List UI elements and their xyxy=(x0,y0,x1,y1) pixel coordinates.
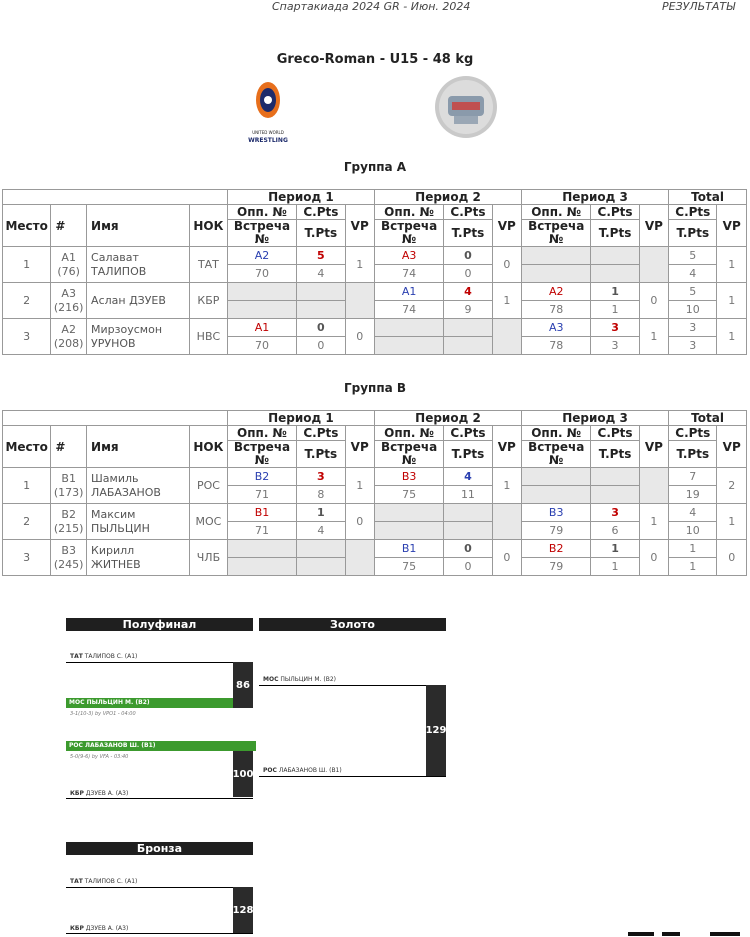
empty-cell xyxy=(522,468,591,486)
gold-top-competitor: МОС ПЫЛЬЦИН М. (B2) xyxy=(263,676,337,683)
opponent-cell: A1 xyxy=(227,319,296,337)
header-row xyxy=(3,205,747,220)
empty-cell xyxy=(444,337,492,355)
empty-cell xyxy=(345,283,374,319)
empty-cell xyxy=(227,283,296,301)
header-total: Total xyxy=(669,411,747,426)
sf1-top-competitor: ТАТ ТАЛИПОВ С. (A1) xyxy=(70,653,138,660)
opponent-cell: B3 xyxy=(374,468,443,486)
first-name: Максим xyxy=(91,507,136,521)
total-tpts-cell: 10 xyxy=(669,301,717,319)
total-vp-cell: 0 xyxy=(717,540,747,576)
sf2-result-note: 5-0(9-6) by VFA - 03:40 xyxy=(70,754,129,760)
header-tpts: T.Pts xyxy=(444,220,492,247)
footer-logo-mark xyxy=(628,932,654,936)
footer-logo-mark xyxy=(662,932,680,936)
header-total-vp: VP xyxy=(717,205,747,247)
code-cell xyxy=(51,468,87,504)
bronze-bottom-competitor: КБР ДЗУЕВ А. (A3) xyxy=(70,925,129,932)
noc-cell: КБР xyxy=(190,283,228,319)
total-vp-cell: 1 xyxy=(717,319,747,355)
bronze-bout-number: 128 xyxy=(233,887,253,933)
header-vp: VP xyxy=(492,426,521,468)
header-total-cpts: C.Pts xyxy=(669,205,717,220)
bronze-header: Бронза xyxy=(66,842,253,855)
empty-cell xyxy=(522,486,591,504)
vp-cell: 0 xyxy=(345,319,374,355)
header-place: Место xyxy=(3,205,51,247)
code: A3 xyxy=(61,286,76,300)
bout-cell: 74 xyxy=(374,265,443,283)
table-row xyxy=(3,504,747,522)
header-vp: VP xyxy=(345,426,374,468)
empty-cell xyxy=(345,540,374,576)
empty-cell xyxy=(297,540,345,558)
header-period3: Период 3 xyxy=(522,190,669,205)
code-cell xyxy=(51,504,87,540)
header-bout: Встреча № xyxy=(522,220,591,247)
vp-cell: 1 xyxy=(345,468,374,504)
name-cell xyxy=(87,319,190,355)
seed: (216) xyxy=(53,300,84,314)
gold-bottom-competitor: РОС ЛАБАЗАНОВ Ш. (B1) xyxy=(263,767,342,774)
tpts-cell: 0 xyxy=(444,265,492,283)
opponent-cell: A2 xyxy=(522,283,591,301)
name-cell xyxy=(87,540,190,576)
header-noc: НОК xyxy=(190,205,228,247)
noc-cell: МОС xyxy=(190,504,228,540)
cpts-cell: 1 xyxy=(591,540,639,558)
sf2-bout-number: 100 xyxy=(233,751,253,797)
table-row xyxy=(3,247,747,265)
cpts-cell: 4 xyxy=(444,468,492,486)
bout-cell: 71 xyxy=(227,522,296,540)
tpts-cell: 8 xyxy=(297,486,345,504)
bout-cell: 78 xyxy=(522,301,591,319)
bout-cell: 75 xyxy=(374,486,443,504)
code-cell xyxy=(51,319,87,355)
page-title: Greco-Roman - U15 - 48 kg xyxy=(276,52,474,67)
gold-bottom-line xyxy=(259,776,446,777)
vp-cell: 0 xyxy=(639,540,668,576)
cpts-cell: 3 xyxy=(591,504,639,522)
tpts-cell: 11 xyxy=(444,486,492,504)
table-row xyxy=(3,468,747,486)
seed: (245) xyxy=(53,557,84,571)
tpts-cell: 1 xyxy=(591,301,639,319)
header-name: Имя xyxy=(87,205,190,247)
code: B2 xyxy=(61,507,76,521)
header-opp: Опп. № xyxy=(522,426,591,441)
total-cpts-cell: 7 xyxy=(669,468,717,486)
seed: (208) xyxy=(53,336,84,350)
table-row xyxy=(3,283,747,301)
first-name: Мирзоусмон xyxy=(91,322,163,336)
name-cell xyxy=(87,504,190,540)
bronze-top-line xyxy=(66,887,253,888)
seed: (173) xyxy=(53,485,84,499)
sf1-bout-number: 86 xyxy=(233,662,253,708)
noc-cell: НВС xyxy=(190,319,228,355)
name-cell xyxy=(87,247,190,283)
header-tpts: T.Pts xyxy=(444,441,492,468)
event-header: Спартакиада 2024 GR - Июн. 2024 xyxy=(272,0,471,13)
header-row xyxy=(3,190,747,205)
header-total-tpts: T.Pts xyxy=(669,441,717,468)
header-opp: Опп. № xyxy=(227,205,296,220)
code: B3 xyxy=(61,543,76,557)
header-vp: VP xyxy=(639,205,668,247)
sf1-top-line xyxy=(66,662,253,663)
seed: (76) xyxy=(57,264,80,278)
bout-cell: 70 xyxy=(227,337,296,355)
header-opp: Опп. № xyxy=(522,205,591,220)
cpts-cell: 1 xyxy=(591,283,639,301)
tpts-cell: 9 xyxy=(444,301,492,319)
bronze-top-competitor: ТАТ ТАЛИПОВ С. (A1) xyxy=(70,878,138,885)
header-period2: Период 2 xyxy=(374,411,521,426)
table-row xyxy=(3,540,747,558)
tpts-cell: 3 xyxy=(591,337,639,355)
code-cell xyxy=(51,247,87,283)
total-tpts-cell: 4 xyxy=(669,265,717,283)
header-bout: Встреча № xyxy=(227,220,296,247)
place-cell: 2 xyxy=(3,504,51,540)
total-tpts-cell: 1 xyxy=(669,558,717,576)
code-cell xyxy=(51,283,87,319)
last-name: УРУНОВ xyxy=(91,336,136,350)
header-num: # xyxy=(51,426,87,468)
header-cpts: C.Pts xyxy=(444,426,492,441)
place-cell: 3 xyxy=(3,319,51,355)
vp-cell: 0 xyxy=(492,247,521,283)
header-period1: Период 1 xyxy=(227,190,374,205)
cpts-cell: 0 xyxy=(297,319,345,337)
svg-text:WRESTLING: WRESTLING xyxy=(248,137,288,144)
noc-cell: ТАТ xyxy=(190,247,228,283)
empty-cell xyxy=(374,337,443,355)
empty-cell xyxy=(522,247,591,265)
cpts-cell: 3 xyxy=(591,319,639,337)
place-cell: 3 xyxy=(3,540,51,576)
sf1-winner: МОС ПЫЛЬЦИН М. (B2) xyxy=(66,698,233,708)
sf2-winner: РОС ЛАБАЗАНОВ Ш. (B1) xyxy=(66,741,256,751)
opponent-cell: B1 xyxy=(374,540,443,558)
bronze-bottom-line xyxy=(66,933,253,934)
bout-cell: 79 xyxy=(522,522,591,540)
header-opp: Опп. № xyxy=(374,205,443,220)
header-place: Место xyxy=(3,426,51,468)
noc-cell: ЧЛБ xyxy=(190,540,228,576)
group-b-table xyxy=(2,410,747,576)
table-row xyxy=(3,319,747,337)
total-vp-cell: 1 xyxy=(717,247,747,283)
code: A2 xyxy=(61,322,76,336)
code: A1 xyxy=(61,250,76,264)
svg-text:UNITED WORLD: UNITED WORLD xyxy=(252,130,284,135)
empty-cell xyxy=(639,468,668,504)
sf2-bottom-line xyxy=(66,798,253,799)
cpts-cell: 0 xyxy=(444,247,492,265)
header-vp: VP xyxy=(639,426,668,468)
header-tpts: T.Pts xyxy=(591,441,639,468)
seed: (215) xyxy=(53,521,84,535)
noc-cell: РОС xyxy=(190,468,228,504)
total-cpts-cell: 4 xyxy=(669,504,717,522)
total-cpts-cell: 5 xyxy=(669,283,717,301)
empty-cell xyxy=(444,522,492,540)
empty-cell xyxy=(522,265,591,283)
vp-cell: 0 xyxy=(345,504,374,540)
empty-cell xyxy=(297,558,345,576)
empty-cell xyxy=(639,247,668,283)
gold-top-line xyxy=(259,685,446,686)
header-cpts: C.Pts xyxy=(591,426,639,441)
cpts-cell: 1 xyxy=(297,504,345,522)
empty-cell xyxy=(591,265,639,283)
total-vp-cell: 1 xyxy=(717,504,747,540)
header-total-cpts: C.Pts xyxy=(669,426,717,441)
header-cpts: C.Pts xyxy=(297,426,345,441)
last-name: ТАЛИПОВ xyxy=(91,264,147,278)
header-row xyxy=(3,426,747,441)
header-total-tpts: T.Pts xyxy=(669,220,717,247)
sf2-bottom-competitor: КБР ДЗУЕВ А. (A3) xyxy=(70,790,129,797)
header-row xyxy=(3,411,747,426)
cpts-cell: 5 xyxy=(297,247,345,265)
cpts-cell: 3 xyxy=(297,468,345,486)
cpts-cell: 4 xyxy=(444,283,492,301)
header-bout: Встреча № xyxy=(374,441,443,468)
bout-cell: 79 xyxy=(522,558,591,576)
section-header: РЕЗУЛЬТАТЫ xyxy=(662,0,736,13)
empty-cell xyxy=(591,468,639,486)
header-blank xyxy=(3,190,228,205)
tpts-cell: 4 xyxy=(297,522,345,540)
cpts-cell: 0 xyxy=(444,540,492,558)
header-total-vp: VP xyxy=(717,426,747,468)
first-name: Салават xyxy=(91,250,139,264)
bout-cell: 74 xyxy=(374,301,443,319)
vp-cell: 1 xyxy=(639,504,668,540)
place-cell: 2 xyxy=(3,283,51,319)
code: B1 xyxy=(61,471,76,485)
header-noc: НОК xyxy=(190,426,228,468)
header-num: # xyxy=(51,205,87,247)
header-name: Имя xyxy=(87,426,190,468)
last-name: ЛАБАЗАНОВ xyxy=(91,485,161,499)
group-a-title: Группа A xyxy=(343,160,407,174)
first-name: Кирилл xyxy=(91,543,135,557)
footer-logo-mark xyxy=(710,932,740,936)
sf1-result-note: 3-1(10-3) by VPO1 - 04:00 xyxy=(70,711,136,717)
vp-cell: 1 xyxy=(492,283,521,319)
vp-cell: 1 xyxy=(345,247,374,283)
group-b-title: Группа B xyxy=(343,381,407,395)
uww-logo xyxy=(248,78,288,148)
empty-cell xyxy=(591,486,639,504)
total-cpts-cell: 1 xyxy=(669,540,717,558)
semifinal-header: Полуфинал xyxy=(66,618,253,631)
total-tpts-cell: 19 xyxy=(669,486,717,504)
name-cell xyxy=(87,283,190,319)
opponent-cell: B2 xyxy=(522,540,591,558)
group-a-table xyxy=(2,189,747,355)
tpts-cell: 0 xyxy=(444,558,492,576)
opponent-cell: A2 xyxy=(227,247,296,265)
opponent-cell: B3 xyxy=(522,504,591,522)
total-vp-cell: 2 xyxy=(717,468,747,504)
opponent-cell: A3 xyxy=(374,247,443,265)
empty-cell xyxy=(492,504,521,540)
vp-cell: 0 xyxy=(639,283,668,319)
header-opp: Опп. № xyxy=(374,426,443,441)
header-period2: Период 2 xyxy=(374,190,521,205)
empty-cell xyxy=(374,319,443,337)
vp-cell: 0 xyxy=(492,540,521,576)
header-bout: Встреча № xyxy=(227,441,296,468)
trophy-icon xyxy=(432,74,500,140)
tpts-cell: 6 xyxy=(591,522,639,540)
header-vp: VP xyxy=(345,205,374,247)
header-cpts: C.Pts xyxy=(591,205,639,220)
header-tpts: T.Pts xyxy=(297,441,345,468)
first-name: Аслан ДЗУЕВ xyxy=(91,293,166,307)
total-tpts-cell: 3 xyxy=(669,337,717,355)
empty-cell xyxy=(227,301,296,319)
empty-cell xyxy=(444,504,492,522)
header-blank xyxy=(3,411,228,426)
name-cell xyxy=(87,468,190,504)
header-tpts: T.Pts xyxy=(297,220,345,247)
header-total: Total xyxy=(669,190,747,205)
tpts-cell: 4 xyxy=(297,265,345,283)
opponent-cell: A1 xyxy=(374,283,443,301)
empty-cell xyxy=(492,319,521,355)
header-bout: Встреча № xyxy=(374,220,443,247)
total-tpts-cell: 10 xyxy=(669,522,717,540)
header-period1: Период 1 xyxy=(227,411,374,426)
empty-cell xyxy=(591,247,639,265)
tpts-cell: 1 xyxy=(591,558,639,576)
header-cpts: C.Pts xyxy=(444,205,492,220)
empty-cell xyxy=(227,558,296,576)
bout-cell: 75 xyxy=(374,558,443,576)
bout-cell: 70 xyxy=(227,265,296,283)
opponent-cell: A3 xyxy=(522,319,591,337)
header-cpts: C.Pts xyxy=(297,205,345,220)
opponent-cell: B1 xyxy=(227,504,296,522)
place-cell: 1 xyxy=(3,247,51,283)
tpts-cell: 0 xyxy=(297,337,345,355)
opponent-cell: B2 xyxy=(227,468,296,486)
total-vp-cell: 1 xyxy=(717,283,747,319)
last-name: ПЫЛЬЦИН xyxy=(91,521,150,535)
vp-cell: 1 xyxy=(639,319,668,355)
header-tpts: T.Pts xyxy=(591,220,639,247)
empty-cell xyxy=(374,504,443,522)
gold-header: Золото xyxy=(259,618,446,631)
bout-cell: 71 xyxy=(227,486,296,504)
total-cpts-cell: 5 xyxy=(669,247,717,265)
gold-bout-number: 129 xyxy=(426,685,446,776)
bout-cell: 78 xyxy=(522,337,591,355)
first-name: Шамиль xyxy=(91,471,139,485)
total-cpts-cell: 3 xyxy=(669,319,717,337)
last-name: ЖИТНЕВ xyxy=(91,557,141,571)
empty-cell xyxy=(374,522,443,540)
place-cell: 1 xyxy=(3,468,51,504)
vp-cell: 1 xyxy=(492,468,521,504)
header-bout: Встреча № xyxy=(522,441,591,468)
empty-cell xyxy=(297,283,345,301)
header-opp: Опп. № xyxy=(227,426,296,441)
empty-cell xyxy=(297,301,345,319)
empty-cell xyxy=(444,319,492,337)
empty-cell xyxy=(227,540,296,558)
code-cell xyxy=(51,540,87,576)
header-period3: Период 3 xyxy=(522,411,669,426)
header-vp: VP xyxy=(492,205,521,247)
